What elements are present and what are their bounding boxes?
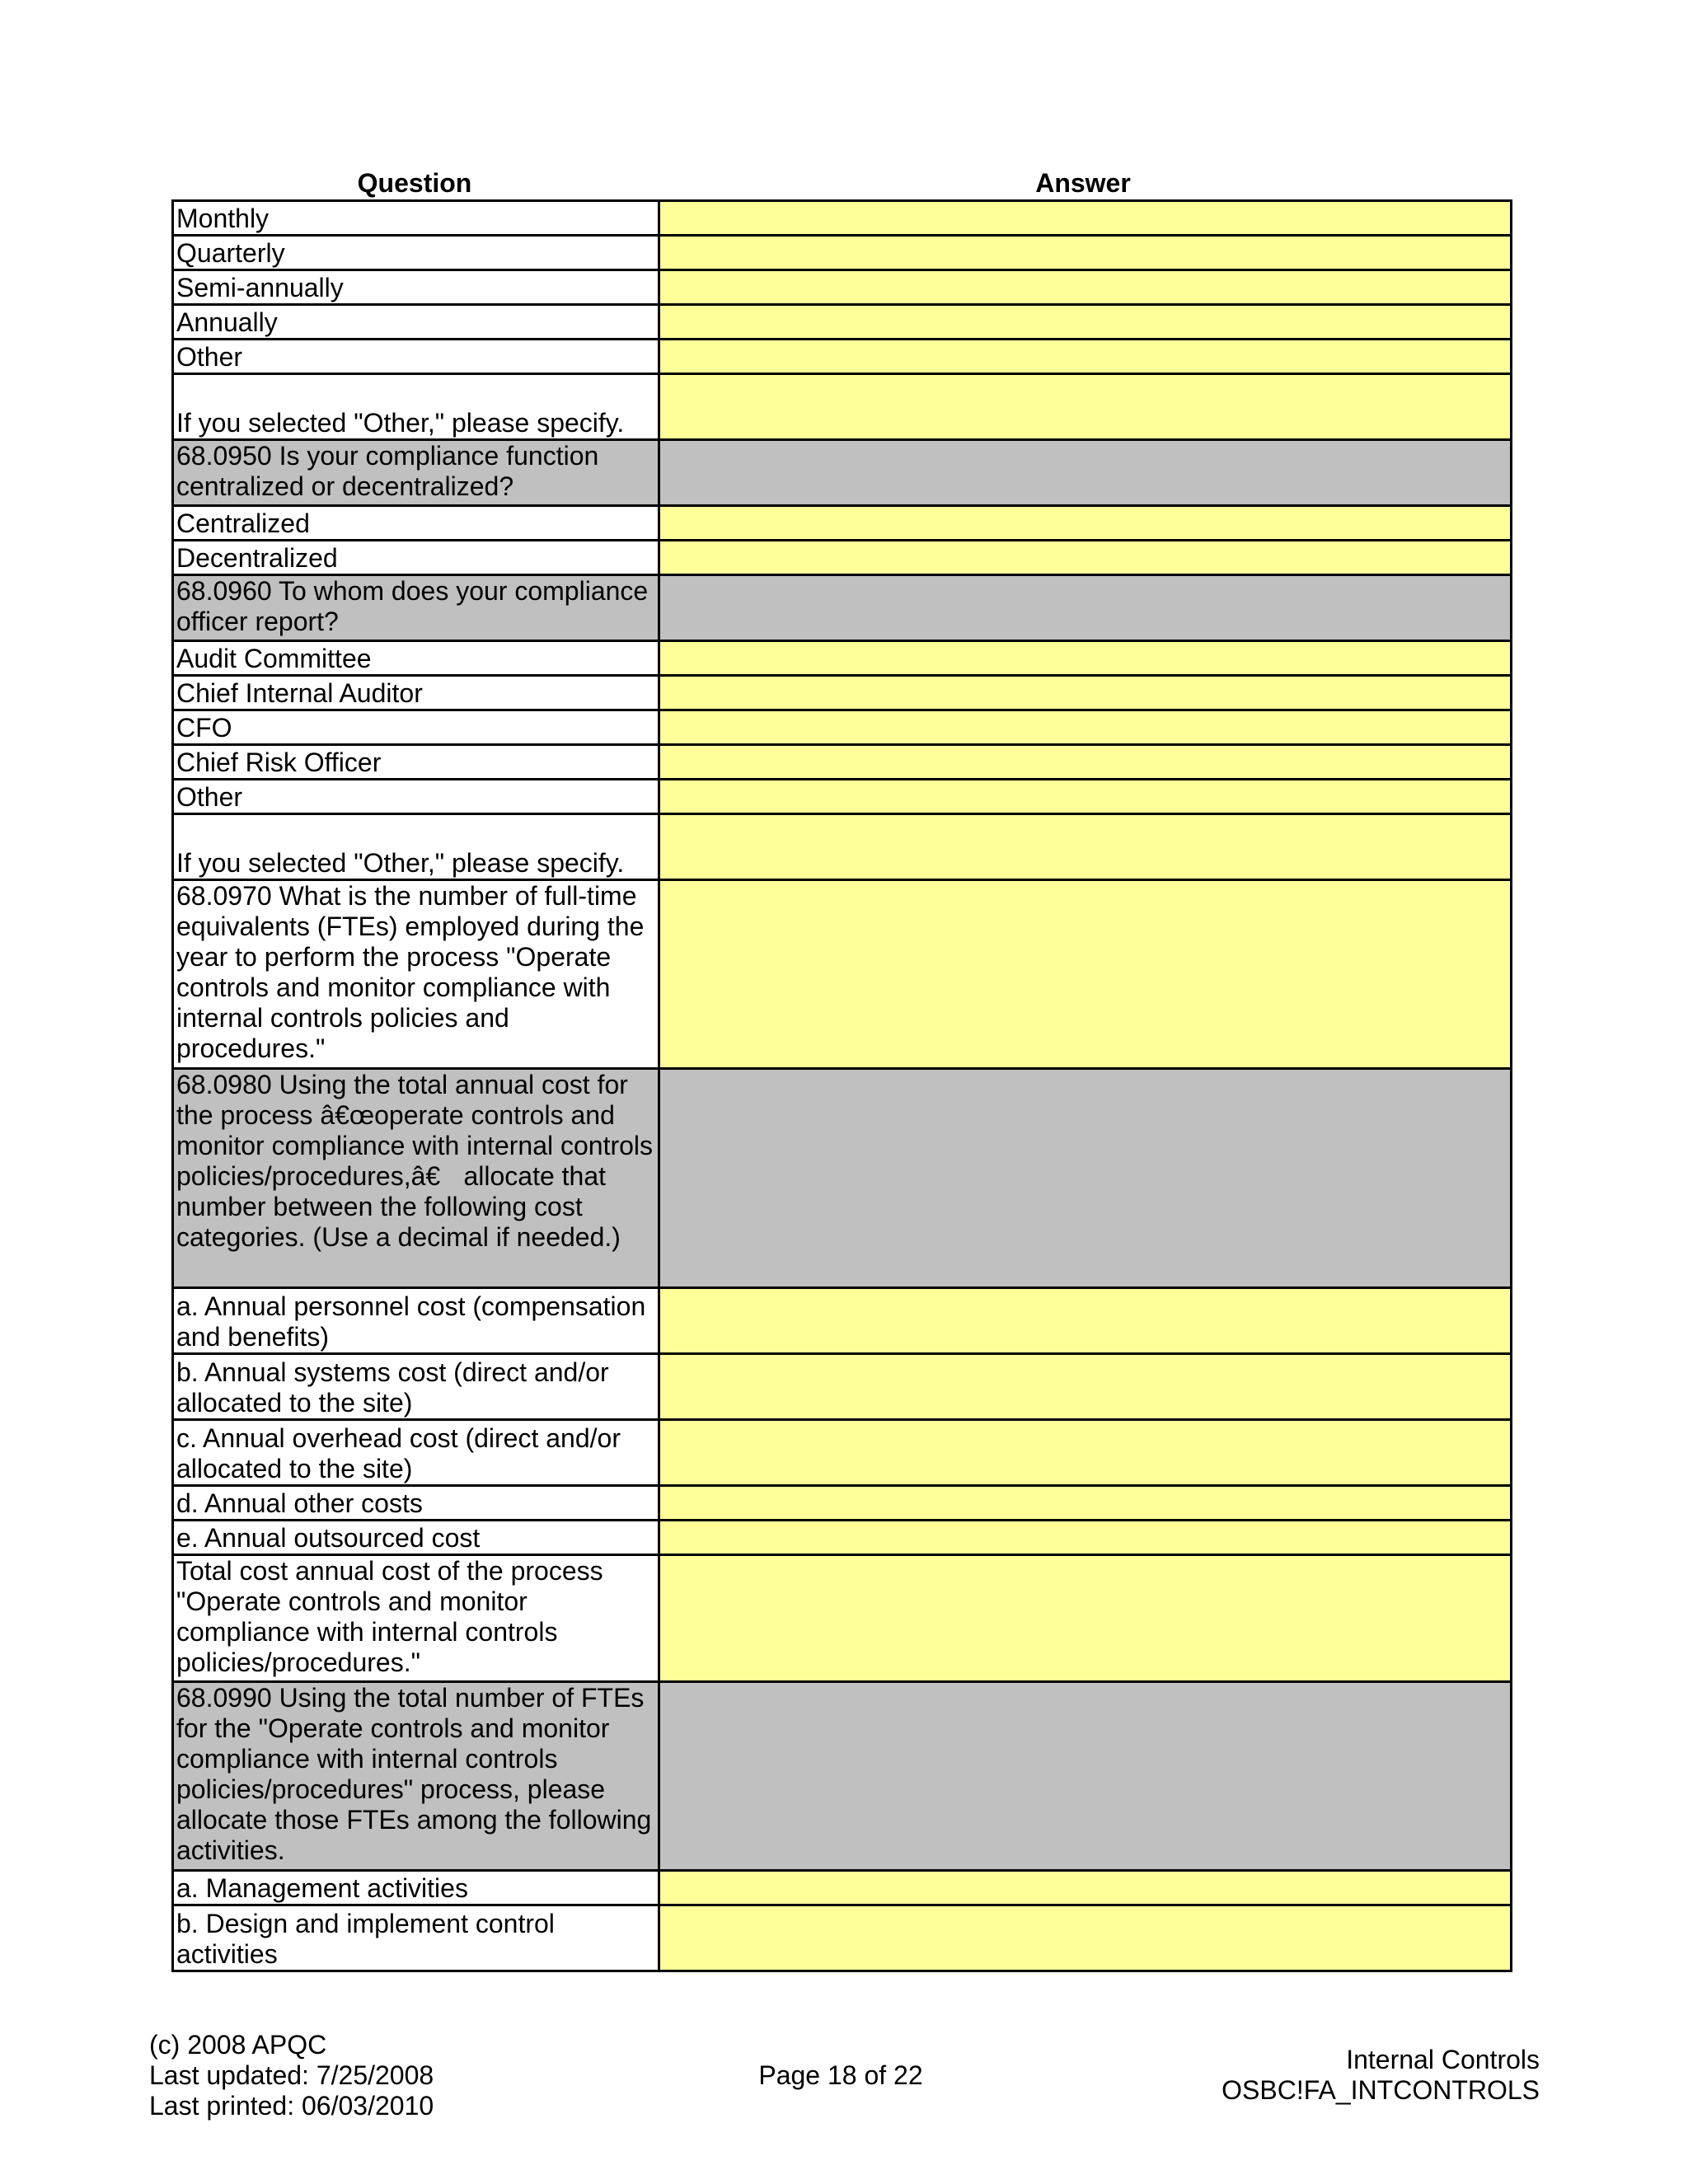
question-cell: a. Management activities [173,1871,659,1905]
question-cell: c. Annual overhead cost (direct and/or allocated to the site) [173,1420,659,1486]
question-cell: Other [173,780,659,814]
answer-input-cell[interactable] [659,745,1512,780]
answer-option-row [173,340,1512,374]
answer-option-row [173,814,1512,880]
answer-input-cell[interactable] [659,641,1512,676]
question-section-row [173,575,1512,641]
footer-right [1221,2045,1540,2106]
answer-input-cell[interactable] [659,1486,1512,1521]
question-cell: 68.0960 To whom does your compliance officer report? [173,575,659,641]
answer-option-row [173,236,1512,270]
sheet-name-text: OSBC!FA_INTCONTROLS [1221,2075,1540,2105]
answer-option-row [173,506,1512,541]
answer-input-cell[interactable] [659,270,1512,305]
answer-input-cell[interactable] [659,1420,1512,1486]
answer-input-cell[interactable] [659,201,1512,236]
answer-input-cell[interactable] [659,340,1512,374]
answer-option-row [173,745,1512,780]
answer-cell-disabled [659,440,1512,506]
question-column-header: Question [357,168,472,198]
last-printed-text: Last printed: 06/03/2010 [149,2091,434,2121]
answer-input-cell[interactable] [659,676,1512,710]
question-cell: Monthly [173,201,659,236]
footer-left [149,2030,434,2121]
question-cell: 68.0990 Using the total number of FTEs for the "Operate controls and monitor compliance with internal controls policies/procedures" process, please allocate those FTEs among the following activities. [173,1682,659,1871]
answer-input-cell[interactable] [659,1288,1512,1354]
question-cell: Decentralized [173,541,659,575]
question-cell: b. Annual systems cost (direct and/or allocated to the site) [173,1354,659,1420]
answer-option-row [173,1486,1512,1521]
answer-option-row [173,710,1512,745]
answer-option-row [173,541,1512,575]
question-cell: a. Annual personnel cost (compensation and benefits) [173,1288,659,1354]
answer-option-row [173,880,1512,1069]
copyright-text: (c) 2008 APQC [149,2030,327,2060]
question-cell: Annually [173,305,659,340]
question-cell: b. Design and implement control activities [173,1905,659,1971]
answer-option-row [173,305,1512,340]
question-cell: Quarterly [173,236,659,270]
answer-input-cell[interactable] [659,814,1512,880]
answer-option-row [173,1521,1512,1555]
question-section-row [173,440,1512,506]
answer-input-cell[interactable] [659,710,1512,745]
question-cell: 68.0980 Using the total annual cost for the process â€œoperate controls and monitor compliance with internal controls policies/procedures,â€ allocate that number between the following cost categories. (Use a decimal if needed.) [173,1069,659,1288]
question-cell: Chief Risk Officer [173,745,659,780]
answer-option-row [173,780,1512,814]
answer-input-cell[interactable] [659,1905,1512,1971]
question-cell: Semi-annually [173,270,659,305]
question-cell: If you selected "Other," please specify. [173,814,659,880]
question-cell: d. Annual other costs [173,1486,659,1521]
question-cell: e. Annual outsourced cost [173,1521,659,1555]
question-cell: Chief Internal Auditor [173,676,659,710]
answer-input-cell[interactable] [659,1555,1512,1682]
answer-input-cell[interactable] [659,880,1512,1069]
question-cell: Centralized [173,506,659,541]
question-cell: Other [173,340,659,374]
questionnaire-rows [173,201,1512,1971]
answer-input-cell[interactable] [659,374,1512,440]
answer-input-cell[interactable] [659,541,1512,575]
answer-input-cell[interactable] [659,236,1512,270]
answer-option-row [173,1871,1512,1905]
question-cell: CFO [173,710,659,745]
answer-option-row [173,1905,1512,1971]
answer-input-cell[interactable] [659,305,1512,340]
footer-center [676,2060,1006,2091]
answer-cell-disabled [659,1069,1512,1288]
answer-input-cell[interactable] [659,780,1512,814]
answer-option-row [173,1288,1512,1354]
answer-input-cell[interactable] [659,1521,1512,1555]
section-name-text: Internal Controls [1346,2045,1540,2074]
answer-cell-disabled [659,1682,1512,1871]
answer-option-row [173,201,1512,236]
question-section-row [173,1682,1512,1871]
answer-option-row [173,1420,1512,1486]
question-cell: Audit Committee [173,641,659,676]
answer-input-cell[interactable] [659,1354,1512,1420]
questionnaire-table [171,199,1512,1972]
question-cell: If you selected "Other," please specify. [173,374,659,440]
answer-column-header: Answer [1035,168,1131,198]
question-cell: 68.0950 Is your compliance function centralized or decentralized? [173,440,659,506]
answer-option-row [173,1354,1512,1420]
answer-option-row [173,270,1512,305]
answer-input-cell[interactable] [659,506,1512,541]
answer-option-row [173,1555,1512,1682]
answer-option-row [173,374,1512,440]
question-cell: Total cost annual cost of the process "Operate controls and monitor compliance with internal controls policies/procedures." [173,1555,659,1682]
answer-option-row [173,641,1512,676]
question-cell: 68.0970 What is the number of full-time equivalents (FTEs) employed during the year to perform the process "Operate controls and monitor compliance with internal controls policies and procedures." [173,880,659,1069]
question-section-row [173,1069,1512,1288]
last-updated-text: Last updated: 7/25/2008 [149,2060,434,2090]
answer-cell-disabled [659,575,1512,641]
page-number-text: Page 18 of 22 [758,2060,923,2090]
answer-input-cell[interactable] [659,1871,1512,1905]
answer-option-row [173,676,1512,710]
